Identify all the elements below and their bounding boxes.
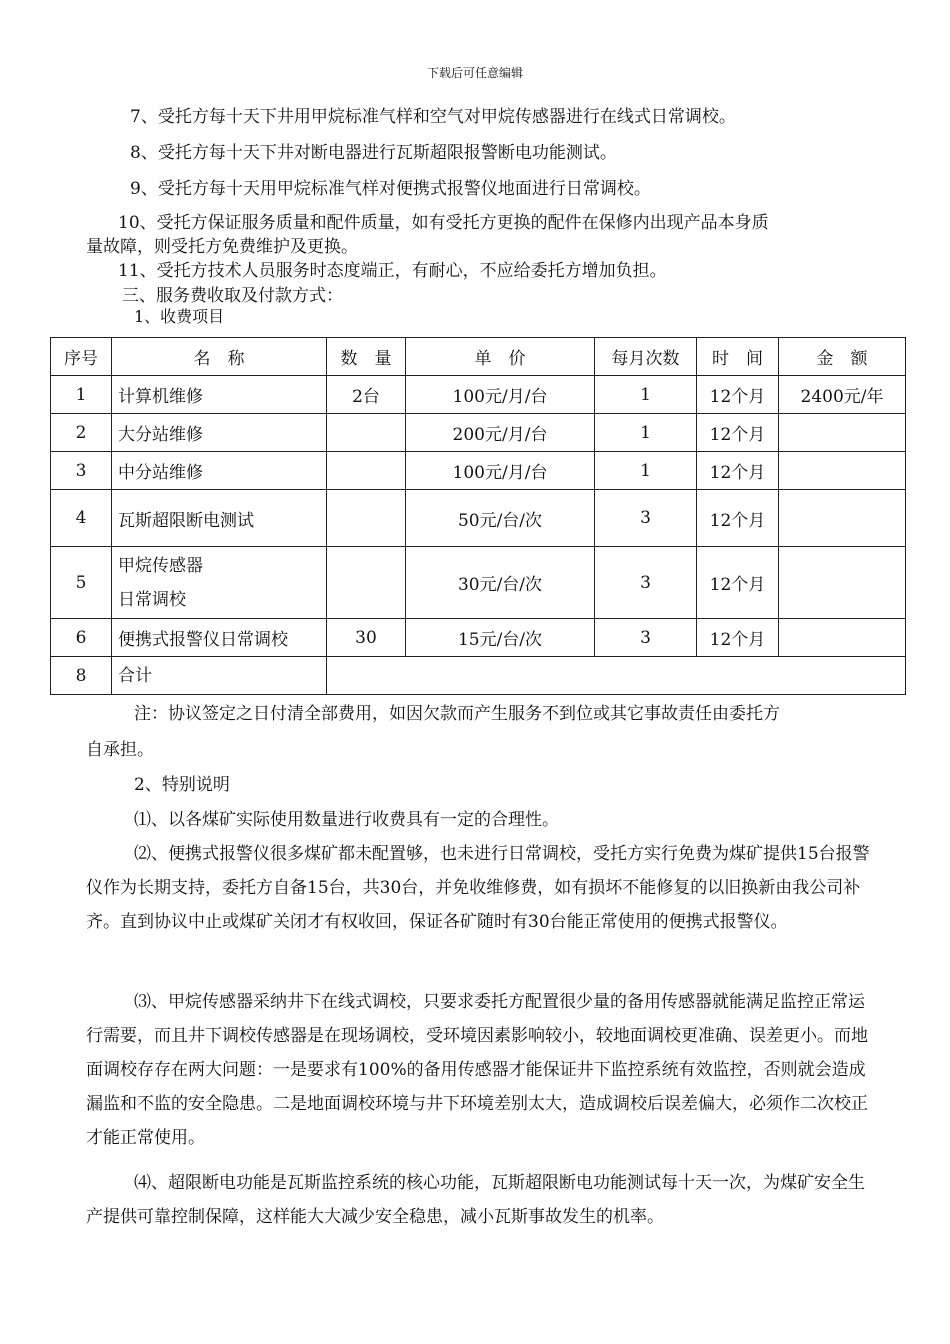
- cell-monthly-times: 1: [595, 376, 697, 414]
- table-row: [51, 619, 906, 657]
- note-line1: 注：协议签定之日付清全部费用，如因欠款而产生服务不到位或其它事故责任由委托方: [134, 704, 780, 724]
- special-item-3: ⑶、甲烷传感器采纳井下在线式调校，只要求委托方配置很少量的备用传感器就能满足监控正常运行需要，而且井下调校传感器是在现场调校，受环境因素影响较小，较地面调校更准确、误差更小。而地面调校存存在两大问题：一是要求有100%的备用传感器才能保证井下监控系统有效监控，否则就会造成漏监和不监的安全隐患。二是地面调校环境与井下环境差别太大，造成调校后误差偏大，必须作二次校正才能正常使用。: [86, 992, 868, 1148]
- cell-amount: [779, 547, 906, 619]
- item-11: 11、受托方技术人员服务时态度端正，有耐心，不应给委托方增加负担。: [118, 261, 667, 281]
- cell-name: 便携式报警仪日常调校: [112, 619, 327, 657]
- cell-quantity: [327, 547, 406, 619]
- cell-name: 中分站维修: [112, 452, 327, 490]
- cell-period: 12个月: [697, 619, 779, 657]
- item-9: 9、受托方每十天用甲烷标准气样对便携式报警仪地面进行日常调校。: [130, 179, 651, 199]
- note-line2: 自承担。: [86, 740, 154, 760]
- header-period: 时 间: [697, 338, 779, 376]
- header-unit-price: 单 价: [406, 338, 595, 376]
- fee-items-title: 1、收费项目: [134, 307, 225, 326]
- cell-unit-price: 100元/月/台: [406, 452, 595, 490]
- table-header-row: [51, 338, 906, 376]
- cell-name: 瓦斯超限断电测试: [112, 490, 327, 547]
- page-header: 下载后可任意编辑: [426, 66, 523, 80]
- item-10-line2: 量故障，则受托方免费维护及更换。: [86, 237, 358, 257]
- table-row: [51, 452, 906, 490]
- cell-index: 8: [51, 657, 112, 695]
- cell-monthly-times: 3: [595, 490, 697, 547]
- cell-name: [112, 547, 327, 619]
- cell-amount: [779, 490, 906, 547]
- cell-name-line2: 日常调校: [118, 589, 186, 610]
- cell-index: 3: [51, 452, 112, 490]
- cell-period: 12个月: [697, 547, 779, 619]
- header-quantity: 数 量: [327, 338, 406, 376]
- table-row: [51, 547, 906, 619]
- section-3-title: 三、服务费收取及付款方式：: [122, 286, 343, 306]
- cell-quantity: [327, 452, 406, 490]
- cell-index: 6: [51, 619, 112, 657]
- header-name: 名 称: [112, 338, 327, 376]
- cell-total-label: 合计: [112, 657, 327, 695]
- cell-period: 12个月: [697, 414, 779, 452]
- cell-period: 12个月: [697, 452, 779, 490]
- cell-amount: [779, 414, 906, 452]
- header-amount: 金 额: [779, 338, 906, 376]
- header-monthly-times: 每月次数: [595, 338, 697, 376]
- special-item-1: ⑴、以各煤矿实际使用数量进行收费具有一定的合理性。: [134, 810, 559, 830]
- cell-monthly-times: 1: [595, 414, 697, 452]
- cell-name-line1: 甲烷传感器: [118, 555, 203, 576]
- cell-quantity: 2台: [327, 376, 406, 414]
- fee-table: [50, 337, 906, 695]
- cell-name: 大分站维修: [112, 414, 327, 452]
- table-row: [51, 376, 906, 414]
- item-10-line1: 10、受托方保证服务质量和配件质量，如有受托方更换的配件在保修内出现产品本身质: [118, 213, 769, 233]
- cell-period: 12个月: [697, 490, 779, 547]
- cell-name: 计算机维修: [112, 376, 327, 414]
- cell-index: 1: [51, 376, 112, 414]
- special-item-2: ⑵、便携式报警仪很多煤矿都未配置够，也未进行日常调校，受托方实行免费为煤矿提供15台报警仪作为长期支持，委托方自备15台，共30台，并免收维修费，如有损坏不能修复的以旧换新由我公司补齐。直到协议中止或煤矿关闭才有权收回，保证各矿随时有30台能正常使用的便携式报警仪。: [86, 844, 870, 932]
- cell-amount: [779, 452, 906, 490]
- special-item-4: ⑷、超限断电功能是瓦斯监控系统的核心功能，瓦斯超限断电功能测试每十天一次，为煤矿安全生产提供可靠控制保障，这样能大大减少安全稳患，减小瓦斯事故发生的机率。: [86, 1173, 865, 1227]
- cell-unit-price: 200元/月/台: [406, 414, 595, 452]
- table-row: [51, 414, 906, 452]
- item-7: 7、受托方每十天下井用甲烷标准气样和空气对甲烷传感器进行在线式日常调校。: [130, 107, 736, 127]
- table-total-row: [51, 657, 906, 695]
- cell-unit-price: 50元/台/次: [406, 490, 595, 547]
- cell-monthly-times: 3: [595, 619, 697, 657]
- cell-period: 12个月: [697, 376, 779, 414]
- cell-unit-price: 15元/台/次: [406, 619, 595, 657]
- cell-quantity: [327, 490, 406, 547]
- cell-monthly-times: 1: [595, 452, 697, 490]
- cell-unit-price: 100元/月/台: [406, 376, 595, 414]
- cell-total-value: [327, 657, 906, 695]
- cell-index: 2: [51, 414, 112, 452]
- cell-index: 5: [51, 547, 112, 619]
- cell-quantity: [327, 414, 406, 452]
- cell-unit-price: 30元/台/次: [406, 547, 595, 619]
- special-notes-title: 2、特别说明: [134, 775, 230, 795]
- cell-monthly-times: 3: [595, 547, 697, 619]
- header-index: 序号: [51, 338, 112, 376]
- cell-index: 4: [51, 490, 112, 547]
- item-8: 8、受托方每十天下井对断电器进行瓦斯超限报警断电功能测试。: [130, 143, 617, 163]
- cell-amount: 2400元/年: [779, 376, 906, 414]
- table-row: [51, 490, 906, 547]
- cell-amount: [779, 619, 906, 657]
- cell-quantity: 30: [327, 619, 406, 657]
